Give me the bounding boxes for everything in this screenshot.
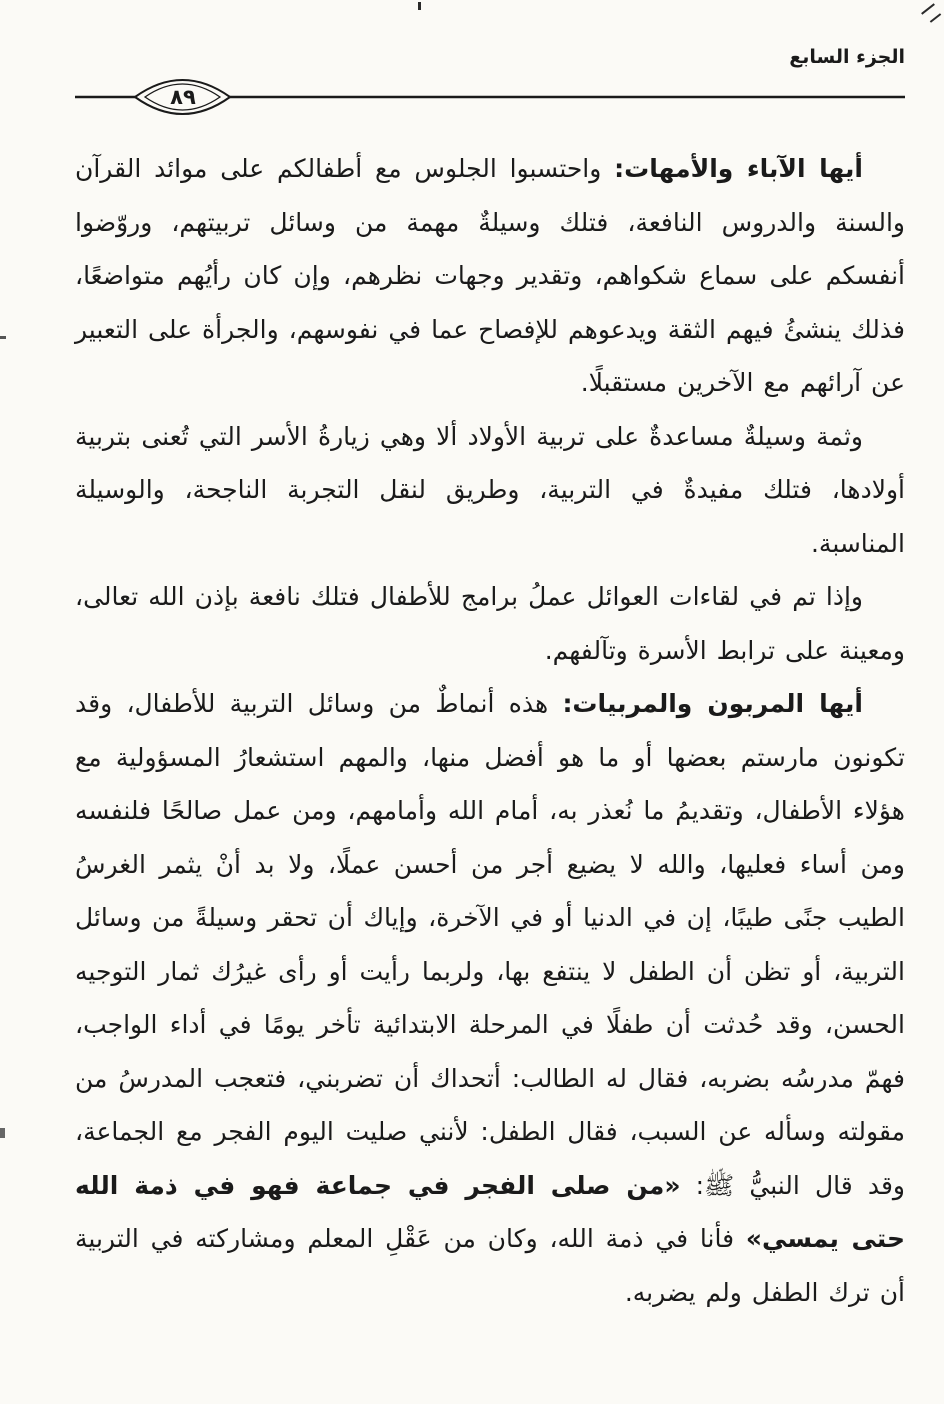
page-body [75, 142, 905, 1319]
paragraph-4 [75, 677, 905, 1319]
paragraph-2-text: وثمة وسيلةٌ مساعدةٌ على تربية الأولاد ألا وهي زيارةُ الأسر التي تُعنى بتربية أولادها، فتلك مفيدةٌ في التربية، وطريق لنقل التجربة الناجحة، والوسيلة المناسبة. [75, 421, 905, 558]
scan-artifact [0, 1128, 5, 1138]
page-header [75, 0, 905, 142]
paragraph-4-text: هذه أنماطٌ من وسائل التربية للأطفال، وقد تكونون مارستم بعضها أو ما هو أفضل منها، والمهم استشعارُ المسؤولية مع هؤلاء الأطفال، وتقديمُ ما نُعذر به، أمام الله وأمامهم، ومن عمل صالحًا فلنفسه ومن أساء فعليها، والله لا يضيع أجر من أحسن عملًا، ولا بد أنْ يثمر الغرسُ الطيب جنًى طيبًا، إن في الدنيا أو في الآخرة، وإياك أن تحقر وسيلةً من وسائل التربية، أو تظن أن الطفل لا ينتفع بها، ولربما رأيت أو رأى غيرُك ثمار التوجيه الحسن، وقد حُدثت أن طفلًا في المرحلة الابتدائية تأخر يومًا في أداء الواجب، فهمّ مدرسُه بضربه، فقال له الطالب: أتحداك أن تضربني، فتعجب المدرسُ من مقولته وسأله عن السبب، فقال الطفل: لأنني صليت اليوم الفجر مع الجماعة، وقد قال النبيُّ ﷺ: [75, 689, 906, 1200]
paragraph-1-text: واحتسبوا الجلوس مع أطفالكم على موائد القرآن والسنة والدروس النافعة، فتلك وسيلةٌ مهمة من وسائل تربيتهم، وروّضوا أنفسكم على سماع شكواهم، وتقدير وجهات نظرهم، وإن كان رأيُهم متواضعًا، فذلك ينشئُ فيهم الثقة ويدعوهم للإفصاح عما في نفوسهم، والجرأة على التعبير عن آرائهم مع الآخرين مستقبلًا. [75, 154, 905, 397]
paragraph-3 [75, 570, 905, 677]
scan-artifact [921, 3, 935, 14]
scan-artifact [0, 336, 6, 339]
page-number: ٨٩ [170, 85, 196, 109]
paragraph-3-text: وإذا تم في لقاءات العوائل عملُ برامج للأطفال فتلك نافعة بإذن الله تعالى، ومعينة على ترابط الأسرة وتآلفهم. [75, 582, 905, 665]
scan-artifact [930, 13, 941, 23]
paragraph-1-lead: أيها الآباء والأمهات: [614, 154, 863, 183]
paragraph-4-lead: أيها المربون والمربيات: [562, 689, 863, 718]
paragraph-2 [75, 410, 905, 571]
part-title: الجزء السابع [789, 46, 905, 68]
paragraph-4-text-end: فأنا في ذمة الله، وكان من عَقْلِ المعلم ومشاركته في التربية أن ترك الطفل ولم يضربه. [75, 1224, 905, 1307]
paragraph-1 [75, 142, 905, 410]
hadith-quote: «من صلى الفجر في جماعة فهو في ذمة الله حتى يمسي» [75, 1170, 905, 1253]
